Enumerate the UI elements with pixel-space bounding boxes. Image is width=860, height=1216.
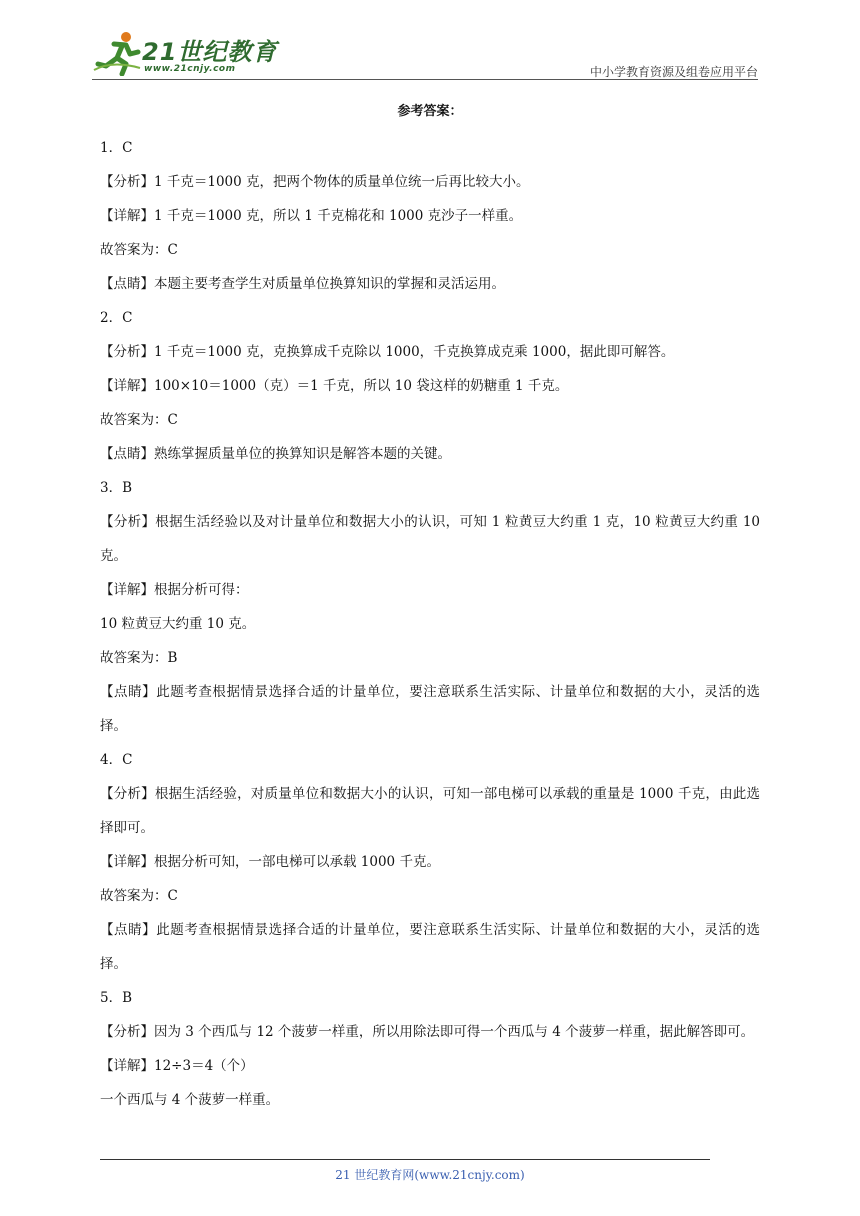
page-title: 参考答案：	[397, 104, 463, 119]
answer-line: 【分析】根据生活经验，对质量单位和数据大小的认识，可知一部电梯可以承载的重量是 1000 千克，由此选择即可。	[100, 786, 760, 836]
answer-line: 【详解】1 千克＝1000 克，所以 1 千克棉花和 1000 克沙子一样重。	[100, 208, 523, 224]
answer-line: 【点睛】本题主要考查学生对质量单位换算知识的掌握和灵活运用。	[100, 276, 505, 292]
runner-logo-icon	[92, 30, 144, 76]
answer-line: 【点睛】此题考查根据情景选择合适的计量单位，要注意联系生活实际、计量单位和数据的大小，灵活的选择。	[100, 684, 760, 734]
logo-url: www.21cnjy.com	[144, 64, 236, 74]
answer-line: 故答案为：B	[100, 650, 178, 666]
answer-line: 3．B	[100, 480, 133, 496]
answer-line: 5．B	[100, 990, 133, 1006]
answer-line: 2．C	[100, 310, 133, 326]
answer-line: 故答案为：C	[100, 242, 178, 258]
answer-line: 一个西瓜与 4 个菠萝一样重。	[100, 1092, 280, 1108]
page-header	[0, 0, 860, 90]
answer-line: 【详解】100×10＝1000（克）＝1 千克，所以 10 袋这样的奶糖重 1 千克。	[100, 378, 569, 394]
answer-line: 【详解】12÷3＝4（个）	[100, 1058, 254, 1074]
answer-line: 【分析】1 千克＝1000 克，克换算成千克除以 1000，千克换算成克乘 1000，据此即可解答。	[100, 344, 675, 360]
answer-line: 1．C	[100, 140, 133, 156]
platform-tagline: 中小学教育资源及组卷应用平台	[589, 65, 758, 79]
footer-divider	[100, 1159, 710, 1160]
answer-line: 4．C	[100, 752, 133, 768]
header-divider	[92, 79, 758, 80]
logo	[92, 30, 278, 80]
answer-line: 【详解】根据分析可得：	[100, 582, 249, 598]
answer-line: 【点睛】熟练掌握质量单位的换算知识是解答本题的关键。	[100, 446, 451, 462]
answer-line: 【分析】1 千克＝1000 克，把两个物体的质量单位统一后再比较大小。	[100, 174, 530, 190]
answer-line: 【分析】因为 3 个西瓜与 12 个菠萝一样重，所以用除法即可得一个西瓜与 4 个菠萝一样重，据此解答即可。	[100, 1024, 755, 1040]
page-footer: 21 世纪教育网(www.21cnjy.com)	[335, 1168, 525, 1182]
answer-content	[100, 100, 760, 1117]
logo-title: 21世纪教育	[142, 38, 278, 66]
answer-line: 【分析】根据生活经验以及对计量单位和数据大小的认识，可知 1 粒黄豆大约重 1 克，10 粒黄豆大约重 10 克。	[100, 514, 760, 564]
answer-line: 10 粒黄豆大约重 10 克。	[100, 616, 256, 632]
answer-line: 【详解】根据分析可知，一部电梯可以承载 1000 千克。	[100, 854, 440, 870]
answer-line: 【点睛】此题考查根据情景选择合适的计量单位，要注意联系生活实际、计量单位和数据的大小，灵活的选择。	[100, 922, 760, 972]
answer-line: 故答案为：C	[100, 412, 178, 428]
answer-line: 故答案为：C	[100, 888, 178, 904]
